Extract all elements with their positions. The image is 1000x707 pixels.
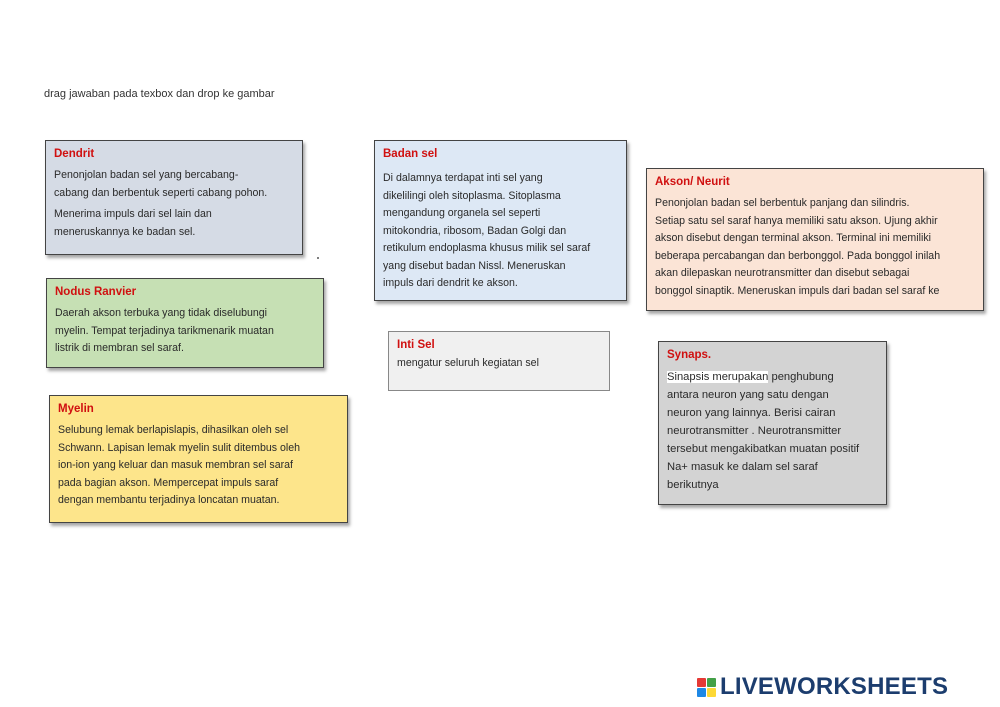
logo-square-green	[707, 678, 716, 687]
card-title: Synaps.	[667, 349, 712, 361]
card-text: Penonjolan badan sel berbentuk panjang dan silindris. Setiap satu sel saraf hanya memiliki satu akson. Ujung akhir akson disebut dengan terminal akson. Terminal ini memiliki beberapa percabangan dan berbonggol. Pada bonggol inilah akan dilepaskan neurotransmitter dan disebut sebagai bonggol sinaptik. Meneruskan impuls dari badan sel saraf ke	[655, 197, 941, 297]
card-text: Daerah akson terbuka yang tidak diselubungi myelin. Tempat terjadinya tarikmenarik muatan listrik di membran sel saraf.	[55, 307, 274, 354]
logo-square-red	[697, 678, 706, 687]
answer-card-nodus-ranvier[interactable]	[46, 278, 324, 368]
answer-card-synaps[interactable]	[658, 341, 887, 505]
answer-card-badan-sel[interactable]	[374, 140, 627, 301]
card-text: Selubung lemak berlapislapis, dihasilkan oleh sel Schwann. Lapisan lemak myelin sulit ditembus oleh ion-ion yang keluar dan masuk membran sel saraf pada bagian akson. Mempercepat impuls saraf dengan membantu terjadinya loncatan muatan.	[58, 424, 301, 506]
answer-card-inti-sel[interactable]	[388, 331, 610, 391]
card-title: Akson/ Neurit	[655, 176, 730, 188]
card-text	[667, 368, 878, 494]
card-title: Nodus Ranvier	[55, 286, 137, 298]
card-text: mengatur seluruh kegiatan sel	[397, 357, 539, 369]
card-title: Myelin	[58, 403, 94, 415]
card-text: Menerima impuls dari sel lain dan meneruskannya ke badan sel.	[54, 208, 212, 238]
highlighted-text: Sinapsis merupakan	[667, 371, 769, 383]
stray-dot	[317, 257, 319, 259]
card-text: Penonjolan badan sel yang bercabang- cabang dan berbentuk seperti cabang pohon.	[54, 169, 268, 199]
liveworksheets-logo	[697, 672, 948, 702]
card-title: Inti Sel	[397, 339, 435, 351]
card-title: Dendrit	[54, 148, 95, 160]
logo-text: LIVEWORKSHEETS	[720, 673, 949, 700]
logo-square-blue	[697, 688, 706, 697]
answer-card-dendrit[interactable]	[45, 140, 303, 255]
card-text: Di dalamnya terdapat inti sel yang dikelilingi oleh sitoplasma. Sitoplasma mengandung organela sel seperti mitokondria, ribosom, Badan Golgi dan retikulum endoplasma khusus milik sel saraf yang disebut badan Nissl. Meneruskan impuls dari dendrit ke akson.	[383, 172, 591, 289]
answer-card-myelin[interactable]	[49, 395, 348, 523]
answer-card-akson-neurit[interactable]	[646, 168, 984, 311]
card-text-rest: penghubung antara neuron yang satu dengan neuron yang lainnya. Berisi cairan neurotransmitter . Neurotransmitter tersebut mengakibatkan muatan positif Na+ masuk ke dalam sel saraf berikutnya	[667, 371, 860, 491]
instruction-text: drag jawaban pada texbox dan drop ke gambar	[44, 88, 275, 100]
card-title: Badan sel	[383, 148, 438, 160]
logo-square-yellow	[707, 688, 716, 697]
logo-grid-icon	[697, 678, 716, 697]
